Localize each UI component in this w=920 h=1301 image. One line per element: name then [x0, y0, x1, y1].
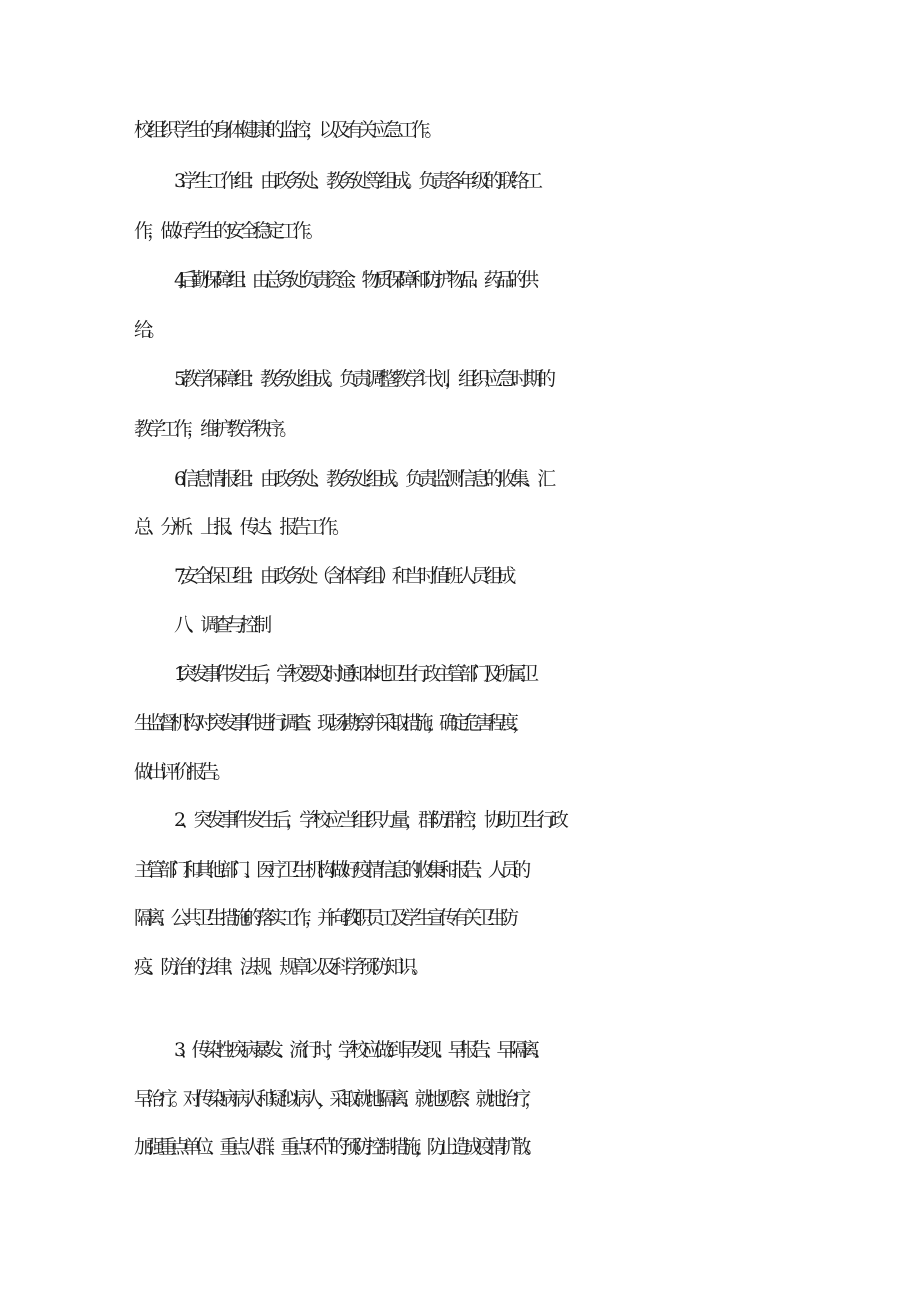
- text-line: 教学工作，维护教学秩序。: [134, 418, 293, 440]
- text-line: 给。: [134, 319, 161, 341]
- text-line: 3、传染性疾病暴发、流行时，学校应做到早发现、早报告、早隔离、: [174, 1039, 546, 1061]
- text-line: 加强重点单位、重点人群、重点环节的预防控制措施，防止造成疫情扩散。: [134, 1136, 537, 1158]
- text-line: 1.突发事件发生后，学校要及时通知本地卫生行政主管部门及所属卫: [174, 663, 533, 685]
- text-line: 总、分析、上报、传达、报告工作。: [134, 516, 346, 538]
- text-line: 7,安全保卫组：由政务处（含体育组）和当时值班人员组成: [174, 565, 511, 587]
- text-line: 4,后勤保障组：由总务处负责资金、物质保障和防护物品、药品的供: [174, 269, 533, 291]
- text-line: 6 .信息情报组：由政务处、教务处组成。负责监测信息的收集、汇: [174, 468, 551, 490]
- text-line: 主管部门和其他部门、医疗卫生机构做好疫情信息的收集和报告、人员的: [134, 859, 525, 881]
- text-line: 生监督机构对突发事件进行调查、现场勘察并采取措施，确定危害程度，: [134, 712, 525, 734]
- section-heading: 八、调查与控制: [174, 614, 267, 636]
- text-line: 疫、防治的法律、法规、规章以及科学预防知识。: [134, 956, 425, 978]
- text-line: 校组织学生的身体健康的监控，以及有关应急工作。: [134, 119, 438, 141]
- text-line: 作，做好学生的安全稳定工作。: [134, 220, 319, 242]
- text-line: 5 .教学保障组：教务处组成。负责调整教学计划，组织应急时期的: [174, 368, 551, 390]
- text-line: 隔离、公共卫生措施的落实工作，并向教职员工及学生宣传有关卫生防: [134, 907, 513, 929]
- text-line: 早治疗。对传染病病人和疑似病人，采取就地隔离、就地观察、就地治疗，: [134, 1088, 537, 1110]
- text-line: 做出评价报告。: [134, 761, 227, 783]
- text-line: 3 .学生工作组：由政务处、教务处等组成。负责各年级的联络工: [174, 170, 538, 192]
- text-line: 2、突发事件发生后，学校应当组织力量，群防群控，协助卫生行政: [174, 809, 564, 831]
